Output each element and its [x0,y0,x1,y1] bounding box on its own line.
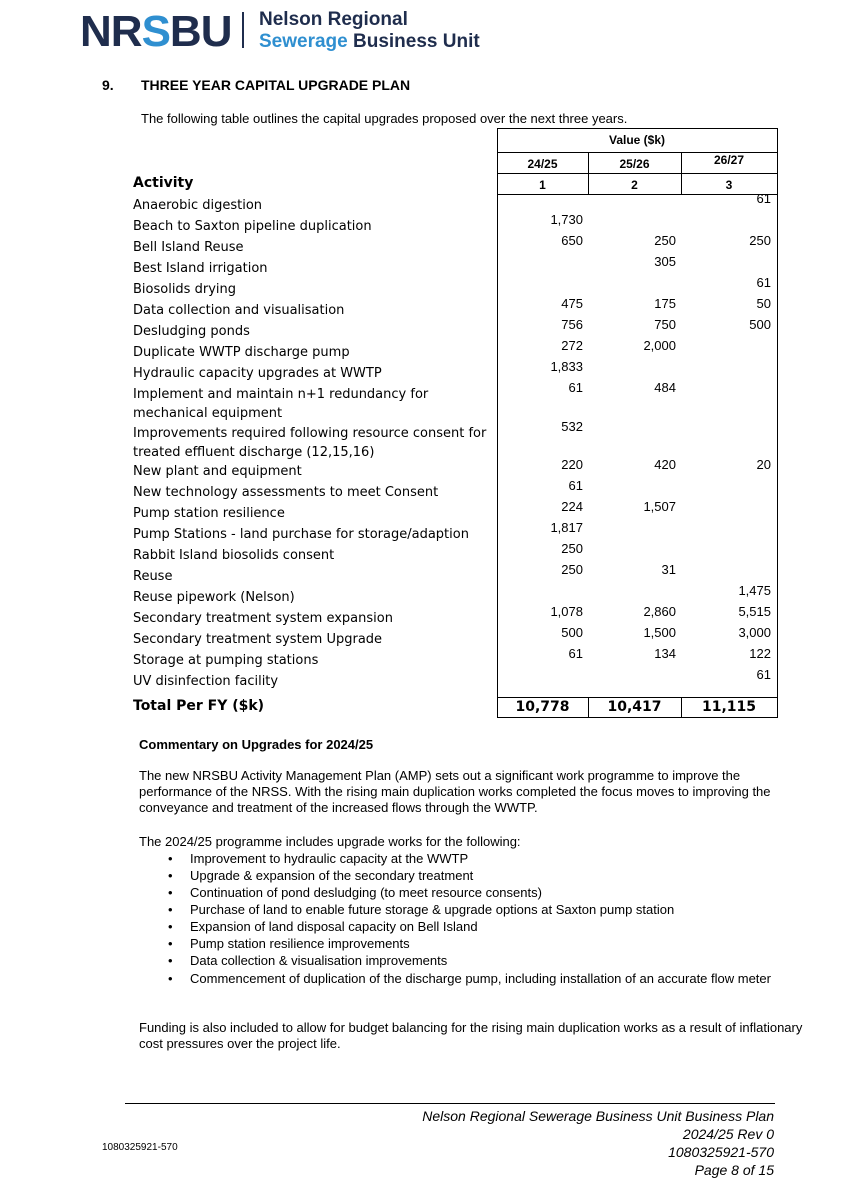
value-cell-1: 61 [568,646,583,661]
logo-divider [242,12,244,48]
value-cell-1: 61 [568,380,583,395]
value-cell-1: 224 [561,499,583,514]
table-border-left [497,128,498,718]
total-value-1: 10,778 [515,699,570,715]
total-label: Total Per FY ($k) [133,698,265,714]
value-cell-1: 500 [561,625,583,640]
activity-cell: Reuse pipework (Nelson) [133,590,295,605]
bullet-text: Data collection & visualisation improvements [190,953,448,968]
value-cell-1: 756 [561,317,583,332]
activity-cell: Reuse [133,569,173,584]
activity-cell: Data collection and visualisation [133,303,345,318]
activity-header: Activity [133,175,194,191]
commentary-paragraph-1: The new NRSBU Activity Management Plan (AMP) sets out a significant work programme to improve the performance of the NRSS. With the rising main duplication works completed the focus moves to improving the conveyance and treatment of the increased flows through the WWTP. [139,768,771,815]
year-header-1: 24/25 [527,157,558,171]
activity-cell: Beach to Saxton pipeline duplication [133,219,372,234]
bullet-icon: • [168,919,173,934]
value-cell-2: 134 [654,646,676,661]
bullet-icon: • [168,971,173,986]
bullet-text: Upgrade & expansion of the secondary treatment [190,868,474,883]
footer-page-number: Page 8 of 15 [694,1162,774,1178]
org-name-line2: Sewerage Business Unit [259,31,480,52]
value-cell-2: 420 [654,457,676,472]
value-cell-1: 1,817 [550,520,583,535]
value-cell-3: 3,000 [738,625,771,640]
value-cell-2: 31 [661,562,676,577]
value-cell-2: 1,507 [643,499,676,514]
activity-cell: Storage at pumping stations [133,653,319,668]
activity-cell: Duplicate WWTP discharge pump [133,345,350,360]
bullet-icon: • [168,902,173,917]
value-cell-2: 484 [654,380,676,395]
footer-doc-id: 1080325921-570 [102,1142,178,1153]
bullet-icon: • [168,885,173,900]
value-cell-3: 20 [756,457,771,472]
activity-cell: mechanical equipment [133,406,283,421]
bullet-text: Purchase of land to enable future storage & upgrade options at Saxton pump station [190,902,675,917]
value-cell-1: 272 [561,338,583,353]
value-cell-3: 250 [749,233,771,248]
activity-cell: Pump station resilience [133,506,285,521]
activity-cell: Bell Island Reuse [133,240,244,255]
bullet-text: Continuation of pond desludging (to meet resource consents) [190,885,542,900]
commentary-title: Commentary on Upgrades for 2024/25 [139,737,374,752]
value-header: Value ($k) [608,133,666,147]
intro-text: The following table outlines the capital upgrades proposed over the next three years. [141,111,628,126]
bullet-text: Commencement of duplication of the discharge pump, including installation of an accurate flow meter [190,971,771,986]
value-cell-2: 2,860 [643,604,676,619]
bullet-icon: • [168,868,173,883]
commentary-paragraph-2: The 2024/25 programme includes upgrade works for the following: [139,834,521,849]
value-cell-2: 250 [654,233,676,248]
year-header-2: 25/26 [619,157,650,171]
activity-cell: New technology assessments to meet Consent [133,485,439,500]
total-value-2: 10,417 [607,699,662,715]
activity-cell: Desludging ponds [133,324,250,339]
value-cell-1: 650 [561,233,583,248]
bullet-text: Pump station resilience improvements [190,936,410,951]
activity-cell: Best Island irrigation [133,261,268,276]
value-cell-2: 305 [654,254,676,269]
bullet-icon: • [168,851,173,866]
value-cell-2: 175 [654,296,676,311]
activity-cell: treated effluent discharge (12,15,16) [133,445,375,460]
value-cell-1: 532 [561,419,583,434]
footer-rule [125,1103,775,1104]
value-cell-1: 61 [568,478,583,493]
activity-cell: Biosolids drying [133,282,236,297]
value-cell-1: 1,730 [550,212,583,227]
value-cell-3: 50 [756,296,771,311]
table-line-years [497,173,777,174]
value-cell-1: 475 [561,296,583,311]
activity-cell: Secondary treatment system Upgrade [133,632,383,647]
value-cell-1: 1,078 [550,604,583,619]
value-cell-1: 250 [561,562,583,577]
value-cell-2: 1,500 [643,625,676,640]
table-border-top [497,128,777,129]
bullet-icon: • [168,936,173,951]
table-line-total-bottom [497,717,777,718]
index-header-1: 1 [539,178,546,192]
activity-cell: Hydraulic capacity upgrades at WWTP [133,366,382,381]
index-header-2: 2 [631,178,638,192]
value-cell-1: 1,833 [550,359,583,374]
total-value-3: 11,115 [701,699,757,715]
index-header-3: 3 [725,178,733,192]
activity-cell: Secondary treatment system expansion [133,611,393,626]
section-number: 9. [102,77,114,93]
nrsbu-logo: NRSBU [80,7,232,56]
footer-plan-title: Nelson Regional Sewerage Business Unit Business Plan [422,1108,774,1124]
activity-cell: New plant and equipment [133,464,302,479]
bullet-text: Improvement to hydraulic capacity at the WWTP [190,851,469,866]
value-cell-3: 500 [749,317,771,332]
section-title: THREE YEAR CAPITAL UPGRADE PLAN [141,77,411,93]
activity-cell: UV disinfection facility [133,674,279,689]
value-cell-2: 750 [654,317,676,332]
table-border-right [777,128,778,718]
bullet-icon: • [168,953,173,968]
value-cell-3: 61 [756,191,771,206]
value-cell-2: 2,000 [643,338,676,353]
org-name-line1: Nelson Regional [259,9,408,30]
footer-revision: 2024/25 Rev 0 [682,1126,774,1142]
footer-doc-number: 1080325921-570 [668,1144,774,1160]
year-header-3: 26/27 [713,153,745,167]
value-cell-3: 61 [756,667,771,682]
activity-cell: Improvements required following resource consent for [133,426,487,441]
commentary-paragraph-3: Funding is also included to allow for budget balancing for the rising main duplication works as a result of inflationary cost pressures over the project life. [139,1020,803,1051]
value-cell-3: 5,515 [738,604,771,619]
bullet-text: Expansion of land disposal capacity on Bell Island [190,919,478,934]
activity-cell: Rabbit Island biosolids consent [133,548,335,563]
value-cell-3: 122 [749,646,771,661]
activity-cell: Pump Stations - land purchase for storage/adaption [133,527,469,542]
activity-cell: Anaerobic digestion [133,198,263,213]
value-cell-3: 1,475 [738,583,771,598]
value-cell-1: 220 [561,457,583,472]
value-cell-3: 61 [756,275,771,290]
value-cell-1: 250 [561,541,583,556]
activity-cell: Implement and maintain n+1 redundancy for [133,387,429,402]
